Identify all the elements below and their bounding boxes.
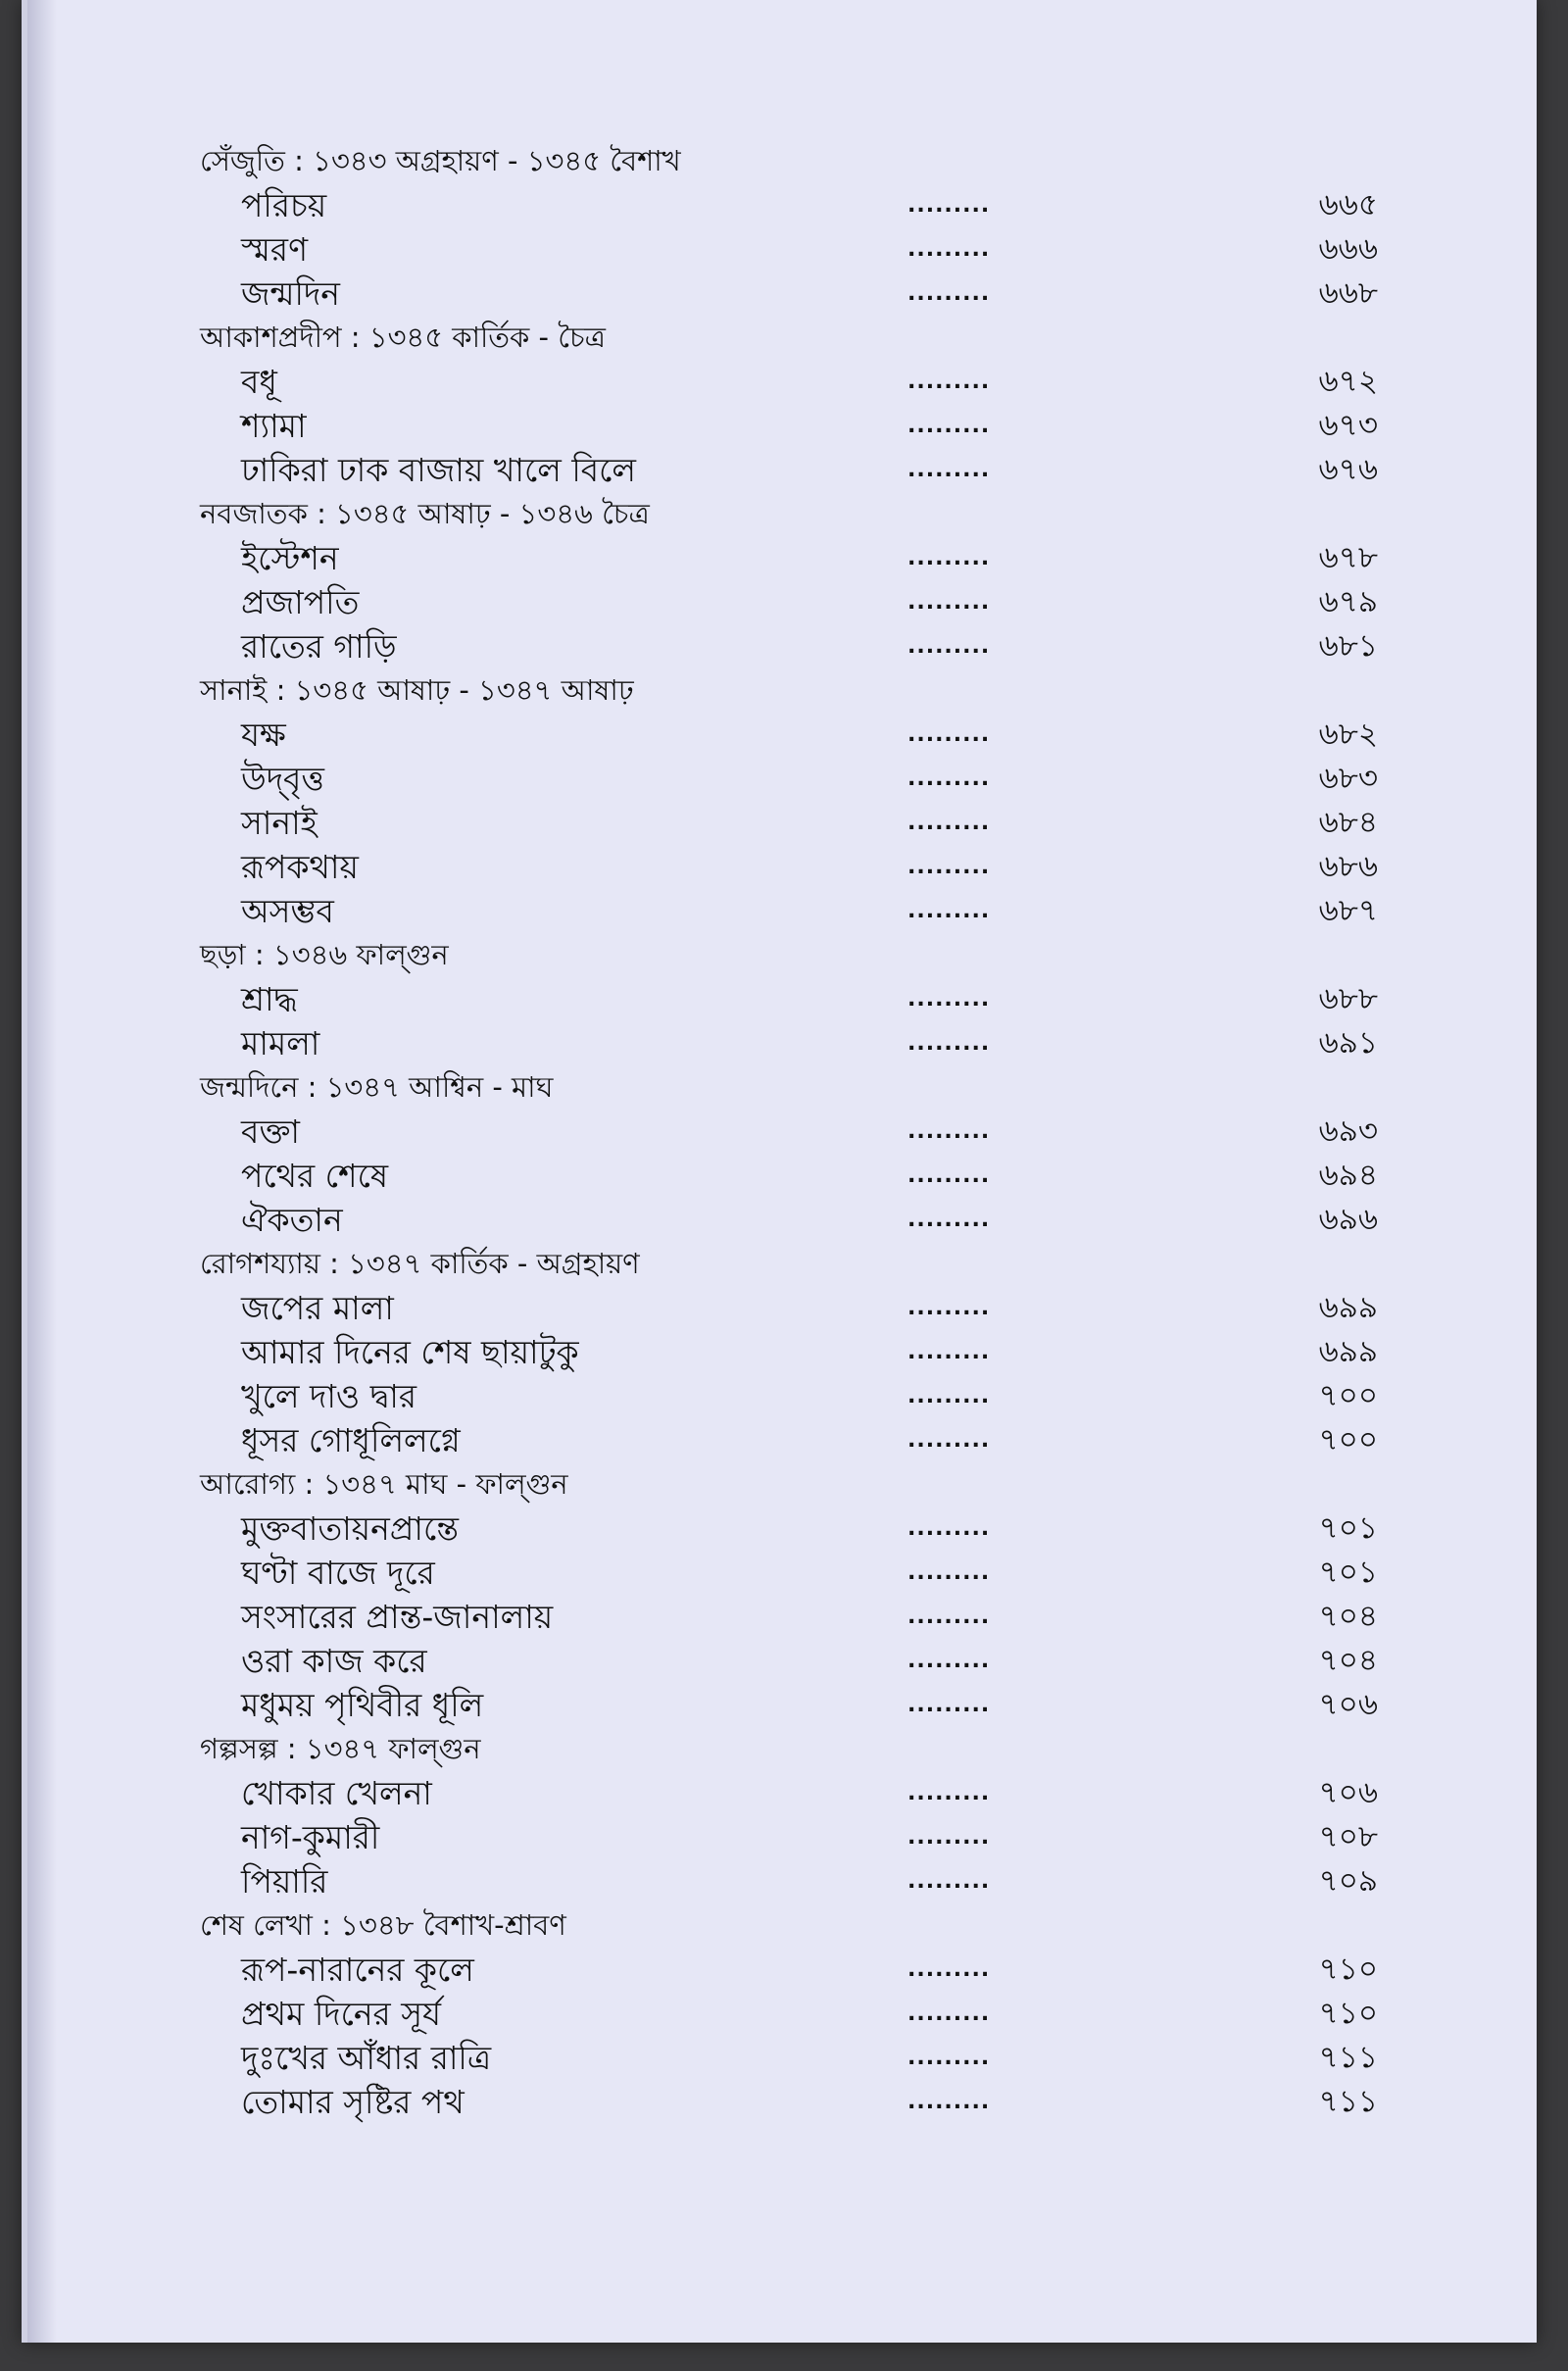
- page-gutter-shadow: [27, 0, 57, 2343]
- entry-title: খোকার খেলনা: [241, 1774, 432, 1812]
- leader-dots: .........: [907, 2001, 991, 2026]
- toc-entry: [182, 1815, 1417, 1859]
- entry-title: বধূ: [241, 363, 277, 401]
- entry-title: যক্ষ: [241, 716, 286, 754]
- leader-dots: .........: [907, 1119, 991, 1144]
- leader-dots: .........: [907, 722, 991, 747]
- page-number: ৭১০: [1318, 1996, 1378, 2031]
- leader-dots: .........: [907, 1208, 991, 1232]
- toc-entry: [182, 1154, 1417, 1198]
- toc-entry: [182, 2036, 1417, 2080]
- page-number: ৬৮৮: [1318, 981, 1378, 1016]
- page-number: ৭১১: [1318, 2040, 1378, 2075]
- toc-entry: [182, 1948, 1417, 1992]
- leader-dots: .........: [907, 634, 991, 659]
- toc-entry: [182, 580, 1417, 624]
- page-number: ৬৯৯: [1318, 1334, 1378, 1369]
- page-number: ৬৮৭: [1318, 893, 1378, 928]
- toc-entry: [182, 448, 1417, 492]
- toc-entry: [182, 1418, 1417, 1462]
- toc-entry: [182, 757, 1417, 801]
- entry-title: জন্মদিন: [241, 274, 340, 313]
- leader-dots: .........: [907, 590, 991, 615]
- entry-title: অসম্ভব: [241, 892, 334, 930]
- toc-entry: [182, 2080, 1417, 2124]
- entry-title: আমার দিনের শেষ ছায়াটুকু: [241, 1333, 579, 1371]
- leader-dots: .........: [907, 1781, 991, 1805]
- page-number: ৭০১: [1318, 1555, 1378, 1590]
- page-number: ৬৮২: [1318, 716, 1378, 752]
- leader-dots: .........: [907, 1340, 991, 1364]
- leader-dots: .........: [907, 1825, 991, 1850]
- toc-entry: [182, 1110, 1417, 1154]
- page-number: ৬৯১: [1318, 1025, 1378, 1061]
- section-heading: রোগশয্যায় : ১৩৪৭ কার্তিক - অগ্রহায়ণ: [200, 1247, 640, 1280]
- leader-dots: .........: [907, 414, 991, 438]
- leader-dots: .........: [907, 458, 991, 482]
- leader-dots: .........: [907, 2090, 991, 2114]
- toc-entry: [182, 1286, 1417, 1330]
- table-of-contents: [182, 139, 1417, 2124]
- entry-title: প্রথম দিনের সূর্য: [241, 1995, 442, 2033]
- toc-entry: [182, 889, 1417, 933]
- leader-dots: .........: [907, 1605, 991, 1629]
- page-number: ৬৮১: [1318, 628, 1378, 664]
- toc-entry: [182, 845, 1417, 889]
- page-number: ৭১১: [1318, 2084, 1378, 2119]
- section-heading: নবজাতক : ১৩৪৫ আষাঢ় - ১৩৪৬ চৈত্র: [200, 497, 650, 530]
- section-heading: আরোগ্য : ১৩৪৭ মাঘ - ফাল্গুন: [200, 1467, 568, 1501]
- entry-title: ওরা কাজ করে: [241, 1642, 427, 1680]
- entry-title: দুঃখের আঁধার রাত্রি: [241, 2039, 492, 2077]
- entry-title: মধুময় পৃথিবীর ধূলি: [241, 1686, 484, 1724]
- page-number: ৬৮৬: [1318, 849, 1378, 884]
- entry-title: বক্তা: [241, 1112, 300, 1151]
- entry-title: সংসারের প্রান্ত-জানালায়: [241, 1598, 554, 1636]
- page-number: ৭০৬: [1318, 1687, 1378, 1722]
- leader-dots: .........: [907, 281, 991, 306]
- page-number: ৬৯৯: [1318, 1290, 1378, 1325]
- toc-entry: [182, 713, 1417, 757]
- leader-dots: .........: [907, 370, 991, 394]
- toc-entry: [182, 1507, 1417, 1551]
- entry-title: মামলা: [241, 1024, 320, 1062]
- toc-entry: [182, 404, 1417, 448]
- entry-title: নাগ-কুমারী: [241, 1818, 380, 1856]
- leader-dots: .........: [907, 1693, 991, 1717]
- toc-entry: [182, 1330, 1417, 1374]
- toc-entry: [182, 1198, 1417, 1242]
- page-number: ৭১০: [1318, 1951, 1378, 1987]
- toc-entry: [182, 1859, 1417, 1903]
- leader-dots: .........: [907, 1163, 991, 1188]
- page-number: ৬৬৫: [1318, 187, 1378, 222]
- section-heading: জন্মদিনে : ১৩৪৭ আশ্বিন - মাঘ: [200, 1070, 554, 1104]
- page-number: ৬৬৮: [1318, 275, 1378, 311]
- toc-entry: [182, 624, 1417, 668]
- leader-dots: .........: [907, 2046, 991, 2070]
- toc-entry: [182, 536, 1417, 580]
- leader-dots: .........: [907, 1560, 991, 1585]
- page-number: ৬৭৬: [1318, 452, 1378, 487]
- entry-title: ধূসর গোধূলিলগ্নে: [241, 1421, 461, 1459]
- leader-dots: .........: [907, 987, 991, 1012]
- entry-title: পিয়ারি: [241, 1862, 328, 1901]
- leader-dots: .........: [907, 1384, 991, 1408]
- page-number: ৬৮৩: [1318, 761, 1378, 796]
- page-number: ৬৯৬: [1318, 1202, 1378, 1237]
- toc-entry: [182, 1551, 1417, 1595]
- section-heading: ছড়া : ১৩৪৬ ফাল্গুন: [200, 938, 449, 971]
- page-number: ৬৭২: [1318, 364, 1378, 399]
- entry-title: রূপকথায়: [241, 848, 359, 886]
- page-number: ৭০৯: [1318, 1863, 1378, 1899]
- page-number: ৭০১: [1318, 1510, 1378, 1546]
- entry-title: মুক্তবাতায়নপ্রান্তে: [241, 1509, 459, 1548]
- toc-entry: [182, 1374, 1417, 1418]
- section-heading: সেঁজুতি : ১৩৪৩ অগ্রহায়ণ - ১৩৪৫ বৈশাখ: [200, 144, 681, 177]
- page-number: ৬৭৯: [1318, 584, 1378, 619]
- leader-dots: .........: [907, 1516, 991, 1541]
- toc-entry: [182, 1595, 1417, 1639]
- page-number: ৬৯৩: [1318, 1113, 1378, 1149]
- entry-title: শ্যামা: [241, 407, 307, 445]
- leader-dots: .........: [907, 1957, 991, 1982]
- entry-title: পথের শেষে: [241, 1157, 389, 1195]
- leader-dots: .........: [907, 1031, 991, 1056]
- entry-title: পরিচয়: [241, 186, 327, 224]
- leader-dots: .........: [907, 1296, 991, 1320]
- toc-entry: [182, 977, 1417, 1021]
- entry-title: তোমার সৃষ্টির পথ: [241, 2083, 465, 2121]
- toc-entry: [182, 1683, 1417, 1727]
- book-page: [22, 0, 1537, 2343]
- toc-entry: [182, 1021, 1417, 1065]
- page-number: ৬৯৪: [1318, 1158, 1378, 1193]
- section-heading: আকাশপ্রদীপ : ১৩৪৫ কার্তিক - চৈত্র: [200, 321, 606, 354]
- leader-dots: .........: [907, 1649, 991, 1673]
- leader-dots: .........: [907, 899, 991, 923]
- page-number: ৭০৪: [1318, 1599, 1378, 1634]
- page-number: ৬৮৪: [1318, 805, 1378, 840]
- entry-title: সানাই: [241, 804, 318, 842]
- entry-title: ঐকতান: [241, 1201, 343, 1239]
- toc-entry: [182, 183, 1417, 227]
- page-number: ৬৭৮: [1318, 540, 1378, 575]
- entry-title: রাতের গাড়ি: [241, 627, 397, 666]
- leader-dots: .........: [907, 1869, 991, 1894]
- entry-title: শ্রাদ্ধ: [241, 980, 298, 1018]
- page-number: ৭০০: [1318, 1422, 1378, 1457]
- leader-dots: .........: [907, 1428, 991, 1453]
- entry-title: খুলে দাও দ্বার: [241, 1377, 417, 1415]
- page-number: ৭০৬: [1318, 1775, 1378, 1810]
- section-heading: গল্পসল্প : ১৩৪৭ ফাল্গুন: [200, 1732, 481, 1765]
- leader-dots: .........: [907, 546, 991, 570]
- toc-entry: [182, 360, 1417, 404]
- entry-title: জপের মালা: [241, 1289, 394, 1327]
- leader-dots: .........: [907, 237, 991, 262]
- page-number: ৭০৪: [1318, 1643, 1378, 1678]
- page-number: ৬৬৬: [1318, 231, 1378, 267]
- entry-title: ঢাকিরা ঢাক বাজায় খালে বিলে: [241, 451, 636, 489]
- page-number: ৭০৮: [1318, 1819, 1378, 1854]
- section-heading: সানাই : ১৩৪৫ আষাঢ় - ১৩৪৭ আষাঢ়: [200, 673, 634, 707]
- toc-entry: [182, 272, 1417, 316]
- entry-title: ঘণ্টা বাজে দূরে: [241, 1554, 435, 1592]
- leader-dots: .........: [907, 811, 991, 835]
- entry-title: প্রজাপতি: [241, 583, 360, 621]
- entry-title: ইস্টেশন: [241, 539, 339, 577]
- toc-entry: [182, 1639, 1417, 1683]
- toc-entry: [182, 1992, 1417, 2036]
- toc-entry: [182, 227, 1417, 272]
- toc-entry: [182, 801, 1417, 845]
- leader-dots: .........: [907, 855, 991, 879]
- leader-dots: .........: [907, 193, 991, 218]
- section-heading: শেষ লেখা : ১৩৪৮ বৈশাখ-শ্রাবণ: [200, 1908, 566, 1942]
- entry-title: স্মরণ: [241, 230, 309, 269]
- entry-title: উদ্‌বৃত্ত: [241, 760, 325, 798]
- toc-entry: [182, 1771, 1417, 1815]
- leader-dots: .........: [907, 766, 991, 791]
- entry-title: রূপ-নারানের কূলে: [241, 1951, 474, 1989]
- page-number: ৬৭৩: [1318, 408, 1378, 443]
- page-number: ৭০০: [1318, 1378, 1378, 1413]
